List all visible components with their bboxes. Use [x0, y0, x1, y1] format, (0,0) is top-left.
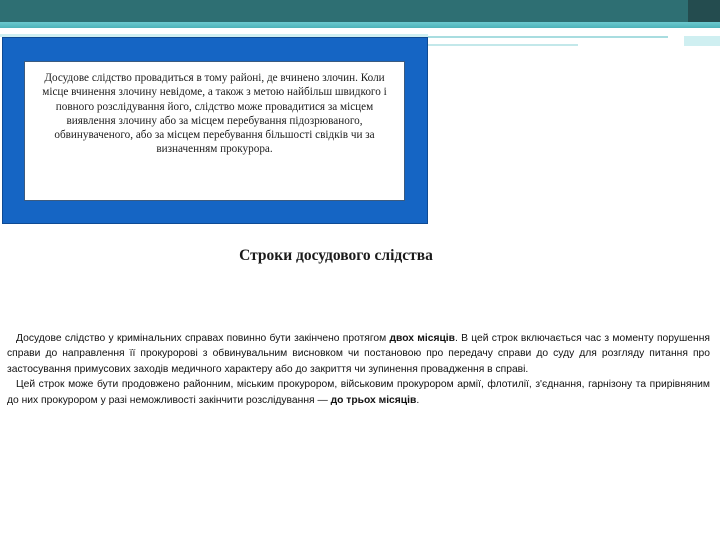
decor-line-short [428, 44, 578, 46]
top-decor-band [0, 0, 720, 22]
paragraph-2-text-b: . [416, 394, 420, 406]
paragraph-1-text-a: Досудове слідство у кримінальних справах повинно бути закінчено протягом [16, 333, 390, 344]
section-heading: Строки досудового слідства [239, 247, 433, 264]
text-box-content: Досудове слідство провадиться в тому районі, де вчинено злочин. Коли місце вчинення злочину невідоме, а також з метою найбільш швидкого і повного розслідування його, слідство може провадитися за місцем виявлення злочину або за місцем перебування підозрюваного, обвинуваченого, або за місцем перебування більшості свідків чи за визначенням прокурора. [42, 72, 387, 156]
paragraph-1-bold: двох місяців [389, 333, 455, 344]
paragraph-2-bold: до трьох місяців [330, 394, 417, 406]
top-decor-end [688, 0, 720, 22]
text-box [24, 61, 405, 201]
decor-line-long [428, 36, 668, 38]
paragraph-1-text-b: . В цей строк включається час з моменту порушення справи до направлення її прокуророві з обвинувальним висновком чи постановою про передачу справи до суду для розгляду питання про застосування примусових заходів медичного характеру або до закриття чи зупинення провадження в справі. [7, 333, 710, 375]
decor-line-corner [684, 36, 720, 46]
body-text [7, 331, 710, 408]
paragraph-1 [7, 331, 710, 377]
paragraph-2-text-a: Цей строк може бути продовжено районним, міським прокурором, військовим прокурором армії, флотилії, з'єднання, гарнізону та прирівняним до них прокурором у разі неможливості закінчити розслідування — [7, 379, 710, 406]
paragraph-2 [7, 377, 710, 408]
teal-accent-line [0, 22, 720, 28]
